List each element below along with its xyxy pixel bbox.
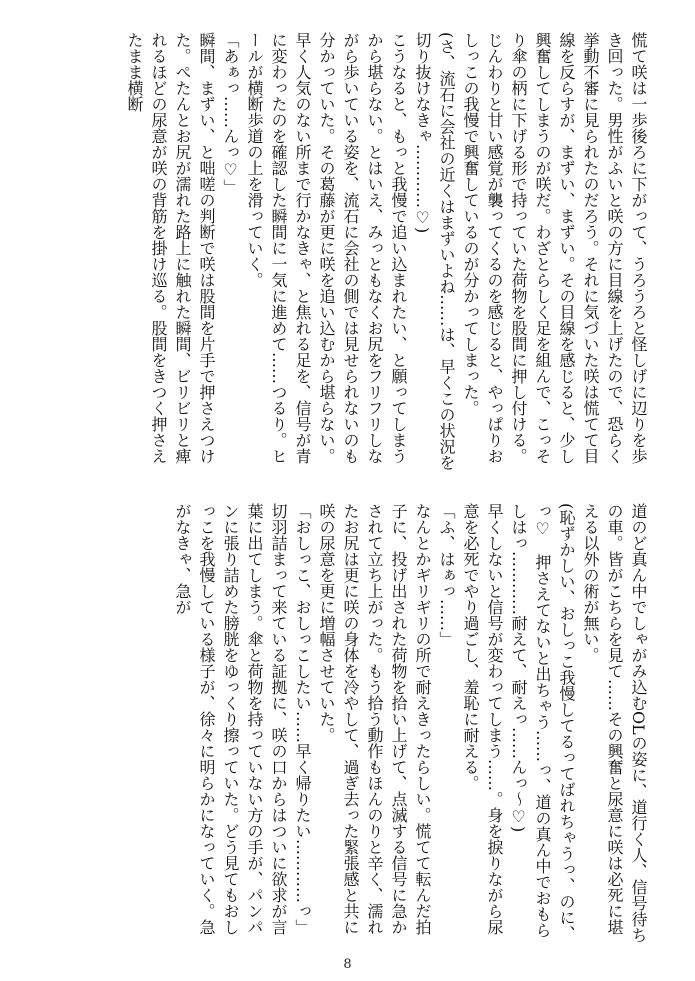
thought-line: (恥ずかしい、おしっこ我慢してるってばれちゃうっ、のに、っ♡ 押さえてないと出ちゃう……っ、道の真ん中でおもらしはっ…………耐えて、耐えっ……んっ〜♡) [509,503,576,942]
dialogue-line: 「あぁっ……んっ♡」 [221,32,240,195]
paragraph: 道のど真ん中でしゃがみ込むOLの姿に、道行く人、信号待ちの車。皆がこちらを見て……その興奮と尿意に咲は必死に堪える以外の術が無い。 [581,503,648,943]
paragraph: なんとかギリギリの所で耐えきったらしい。慌てて転んだ拍子に、投げ出された荷物を拾い上げて、点滅する信号に急かされて立ち上がった。もう拾う動作もほんのりと辛く、濡れたお尻は更に咲の身体を冷やして、過ぎ去った緊張感と共に咲の尿意を更に増幅させていた。 [317,503,432,935]
paragraph: 早くしないと信号が変わってしまう……。身を捩りながら尿意を必死でやり過ごし、羞恥に耐える。 [461,503,504,935]
paragraph: 切羽詰まって来ている証拠に、咲の口からはついに欲求が言葉に出てしまう。傘と荷物を持っていない方の手が、パンパンに張り詰めた膀胱をゆっくり擦っていた。どう見てもおしっこを我慢している様子が、徐々に明らかになっていく。急がなきゃ、急が [173,503,288,935]
dialogue-line: 「おしっこ、おしっこしたい……早く帰りたい…………っ」 [293,503,312,935]
upper-text-column [88,32,650,472]
paragraph: 慌て咲は一歩後ろに下がって、うろうろと怪しげに辺りを歩き回った。男性がふいと咲の方に目線を上げたので、恐らく挙動不審に見られたのだろう。それに気づいた咲は慌てて目線を反らすが、まずい、まずい。その目線を感じると、少し興奮してしまうのが咲だ。わざとらしく足を組んで、こっそり傘の柄に下げる形で持っていた荷物を股間に押し付ける。じんわりと甘い感覚が襲ってくるのを感じると、やっぱりおしっこの我慢で興奮しているのが分かってしまった。 [461,32,648,464]
page-number: 8 [343,957,352,972]
thought-line: (さ、流石に会社の近くはまずいよね……は、早くこの状況を切り抜けなきゃ…………♡) [413,32,456,471]
dialogue-line: 「ふ、はぁっ……」 [437,503,456,647]
paragraph: こうなると、もっと我慢で追い込まれたい、と願ってしまうから堪らない。とはいえ、みっともなくお尻をフリフリしながら歩いている姿を、流石に会社の側では見せられないのも分かっていた。その葛藤が更に咲を追い込むから堪らない。早く人気のない所まで行かなきゃ、と焦れる足を、信号が青に変わったのを確認した瞬間に一気に進めて……つるり。ヒールが横断歩道の上を滑っていく。 [245,32,408,464]
paragraph: 瞬間、まずい、と咄嗟の判断で咲は股間を片手で押さえつけた。ぺたんとお尻が濡れた路上に触れた瞬間、ビリビリと痺れるほどの尿意が咲の背筋を掛け巡る。股間をきつく押さえたまま横断 [125,32,216,464]
lower-text-column [88,503,650,943]
